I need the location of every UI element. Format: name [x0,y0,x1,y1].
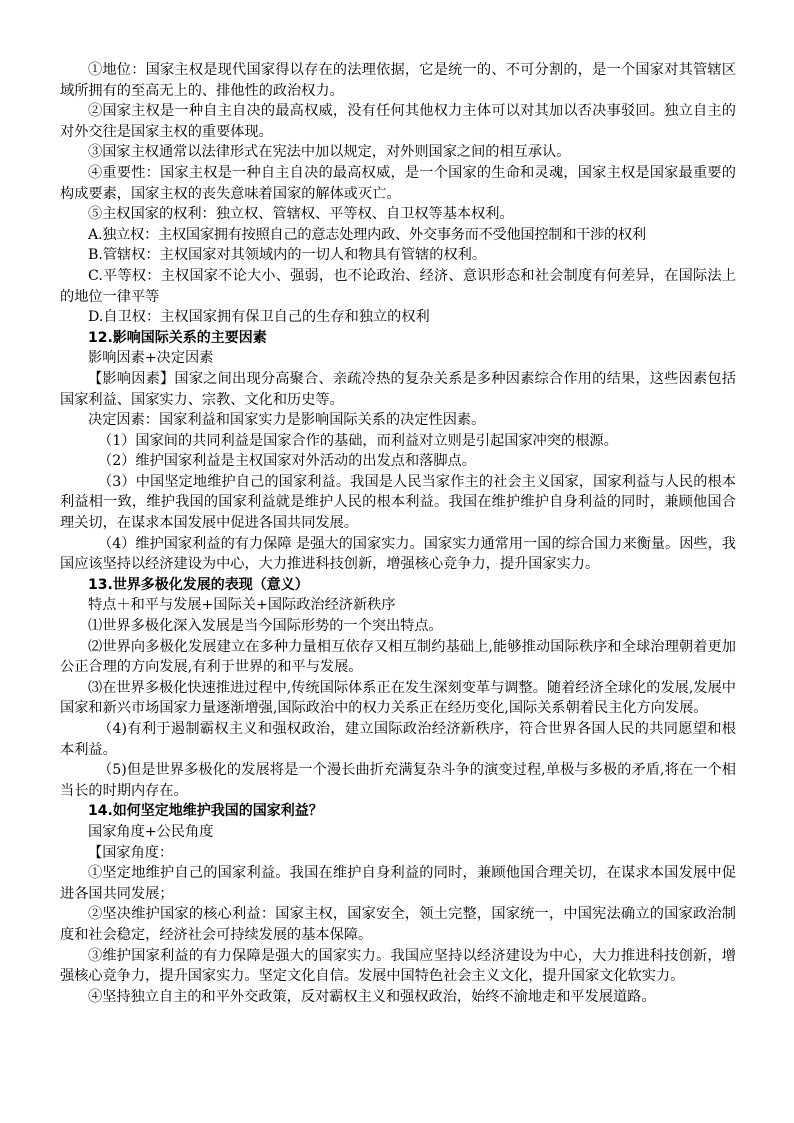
paragraph-sovereignty-law: ③国家主权通常以法律形式在宪法中加以规定，对外则国家之间的相互承认。 [88,144,571,161]
paragraph-13-point-4: （4)有利于遏制霸权主义和强权政治，建立国际政治经济新秩序，符合世界各国人民的共同愿望和根本利益。 [60,721,736,758]
heading-section-12: 12.影响国际关系的主要因素 [88,329,267,346]
document-body [60,60,736,1007]
formula-section-13: 特点＋和平与发展+国际关+国际政治经济新秩序 [88,597,396,614]
right-self-defense: D.自卫权：主权国家拥有保卫自己的生存和独立的权利 [88,309,430,326]
paragraph-12-point-4: （4）维护国家利益的有力保障 是强大的国家实力。国家实力通常用一国的综合国力来衡量。因些，我国应该坚持以经济建设为中心，大力推进科技创新，增强核心竞争力，提升国家实力。 [60,535,736,573]
formula-section-12: 影响因素+决定因素 [88,350,214,367]
right-independence: A.独立权：主权国家拥有按照自己的意志处理内政、外交事务而不受他国控制和干涉的权利 [88,226,646,243]
paragraph-13-point-2: ⑵世界向多极化发展建立在多种力量相互依存又相互制约基础上,能够推动国际秩序和全球治理朝着更加公正合理的方向发展,有利于世界的和平与发展。 [60,638,736,676]
formula-section-14: 国家角度+公民角度 [88,823,214,840]
paragraph-13-point-1: ⑴世界多极化深入发展是当今国际形势的一个突出特点。 [88,618,443,635]
paragraph-14-point-4: ④坚持独立自主的和平外交政策，反对霸权主义和强权政治，始终不渝地走和平发展道路。 [88,988,656,1005]
right-jurisdiction: B.管辖权：主权国家对其领域内的一切人和物具有管辖的权利。 [88,247,487,264]
paragraph-influencing-factors: 【影响因素】国家之间出现分高聚合、亲疏冷热的复杂关系是多种因素综合作用的结果，这些因素包括国家利益、国家实力、宗教、文化和历史等。 [60,370,736,408]
paragraph-sovereignty-authority: ②国家主权是一种自主自决的最高权威，没有任何其他权力主体可以对其加以否决事驳回。独立自主的对外交往是国家主权的重要体现。 [60,103,736,140]
paragraph-14-point-1: ①坚定地维护自己的国家利益。我国在维护自身利益的同时，兼顾他国合理关切，在谋求本国发展中促进各国共同发展； [60,865,736,902]
paragraph-12-point-2: （2）维护国家利益是主权国家对外活动的出发点和落脚点。 [98,453,476,470]
paragraph-decisive-factors: 决定因素：国家利益和国家实力是影响国际关系的决定性因素。 [88,412,486,429]
paragraph-13-point-5: （5)但是世界多极化的发展将是一个漫长曲折充满复杂斗争的演变过程,单极与多极的矛盾,将在一个相当长的时期内存在。 [60,762,736,799]
paragraph-sovereignty-status: ①地位：国家主权是现代国家得以存在的法理依据，它是统一的、不可分割的，是一个国家对其管辖区域所拥有的至高无上的、排他性的政治权力。 [60,62,736,99]
label-state-perspective: 【国家角度： [88,844,174,861]
paragraph-12-point-3: （3）中国坚定地维护自己的国家利益。我国是人民当家作主的社会主义国家，国家利益与人民的根本利益相一致，维护我国的国家利益就是维护人民的根本利益。我国在维护维护自身利益的同时，兼顾他国合理关切，在谋求本国发展中促进各国共同发展。 [60,473,736,532]
paragraph-14-point-2: ②坚决维护国家的核心利益：国家主权，国家安全，领土完整，国家统一，中国宪法确立的国家政治制度和社会稳定，经济社会可持续发展的基本保障。 [60,906,736,943]
heading-section-13: 13.世界多极化发展的表现（意义） [88,576,309,593]
heading-section-14: 14.如何坚定地维护我国的国家利益？ [88,803,323,820]
right-equality: C.平等权：主权国家不论大小、强弱，也不论政治、经济、意识形态和社会制度有何差异，在国际法上的地位一律平等 [60,267,736,305]
paragraph-14-point-3: ③维护国家利益的有力保障是强大的国家实力。我国应坚持以经济建设为中心，大力推进科技创新，增强核心竞争力，提升国家实力。坚定文化自信。发展中国特色社会主义文化，提升国家文化软实力。 [60,947,736,985]
paragraph-12-point-1: （1）国家间的共同利益是国家合作的基础，而利益对立则是引起国家冲突的根源。 [98,432,618,449]
paragraph-sovereignty-rights: ⑤主权国家的权利：独立权、管辖权、平等权、自卫权等基本权利。 [88,206,514,223]
paragraph-sovereignty-importance: ④重要性：国家主权是一种自主自决的最高权威，是一个国家的生命和灵魂，国家主权是国家最重要的构成要素，国家主权的丧失意味着国家的解体或灭亡。 [60,164,736,202]
paragraph-13-point-3: ⑶在世界多极化快速推进过程中,传统国际体系正在发生深刻变革与调整。随着经济全球化的发展,发展中国家和新兴市场国家力量逐渐增强,国际政治中的权力关系正在经历变化,国际关系朝着民主化方向发展。 [60,679,736,717]
